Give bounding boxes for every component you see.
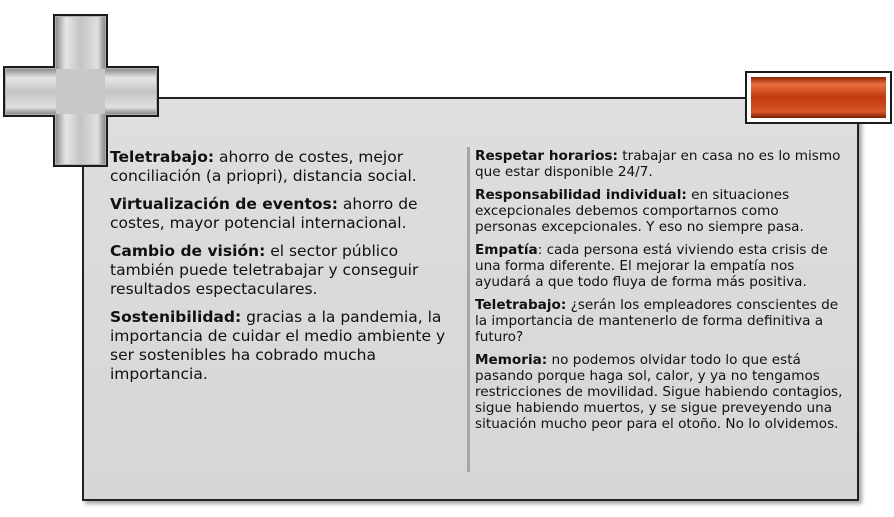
con-item-text: ¿serán los empleadores conscientes de la importancia de mantenerlo de forma definitiva a futuro? bbox=[475, 297, 839, 345]
cons-column bbox=[475, 148, 843, 439]
con-item-text: en situaciones excepcionales debemos comportarnos como personas excepcionales. Y eso no siempre pasa. bbox=[475, 187, 804, 235]
pros-column bbox=[110, 148, 450, 393]
pro-item-title: Teletrabajo: bbox=[110, 148, 215, 166]
con-item bbox=[475, 297, 843, 345]
con-item bbox=[475, 187, 843, 235]
pro-item bbox=[110, 242, 450, 299]
pro-item bbox=[110, 148, 450, 186]
con-item bbox=[475, 148, 843, 180]
pro-item-text: ahorro de costes, mayor potencial internacional. bbox=[110, 195, 418, 232]
con-item-title: Respetar horarios: bbox=[475, 148, 618, 164]
pro-item bbox=[110, 308, 450, 384]
pro-item-text: el sector público también puede teletrabajar y conseguir resultados espectaculares. bbox=[110, 242, 419, 298]
con-item-title: Teletrabajo: bbox=[475, 297, 567, 313]
con-item-text: trabajar en casa no es lo mismo que estar disponible 24/7. bbox=[475, 148, 841, 180]
con-item-text: : cada persona está viviendo esta crisis de una forma diferente. El mejorar la empatía nos ayudará a que todo fluya de forma más positiva. bbox=[475, 242, 828, 290]
pro-item-text: gracias a la pandemia, la importancia de cuidar el medio ambiente y ser sostenibles ha cobrado mucha importancia. bbox=[110, 308, 446, 383]
column-divider bbox=[467, 147, 470, 472]
con-item bbox=[475, 242, 843, 290]
pro-item bbox=[110, 195, 450, 233]
pro-item-text: ahorro de costes, mejor conciliación (a priopri), distancia social. bbox=[110, 148, 417, 185]
pro-item-title: Sostenibilidad: bbox=[110, 308, 242, 326]
con-item-text: no podemos olvidar todo lo que está pasando porque haga sol, calor, y ya no tengamos restricciones de movilidad. Sigue habiendo contagios, sigue habiendo muertos, y se sigue preveyendo una situación mucho peor para el otoño. No lo olvidemos. bbox=[475, 352, 843, 432]
con-item-title: Memoria: bbox=[475, 352, 548, 368]
pro-item-title: Virtualización de eventos: bbox=[110, 195, 338, 213]
con-item bbox=[475, 352, 843, 432]
con-item-title: Responsabilidad individual: bbox=[475, 187, 687, 203]
plus-icon bbox=[3, 14, 159, 167]
pro-item-title: Cambio de visión: bbox=[110, 242, 266, 260]
minus-icon bbox=[745, 71, 892, 124]
con-item-title: Empatía bbox=[475, 242, 538, 258]
